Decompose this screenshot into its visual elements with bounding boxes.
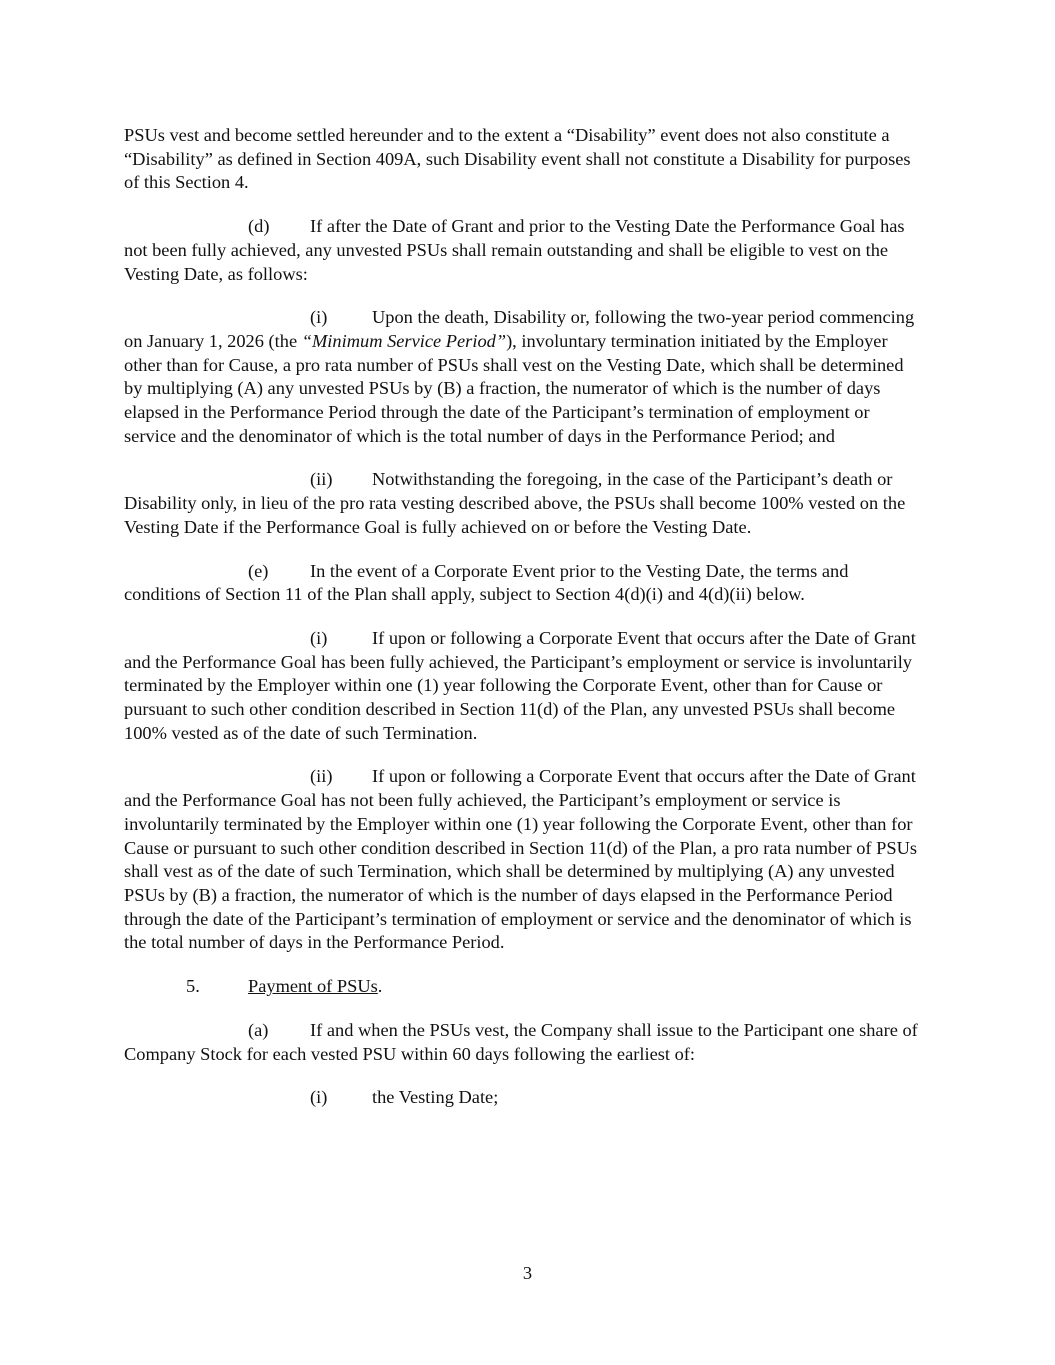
- paragraph-5a-i: [124, 1086, 924, 1110]
- paragraph-d-ii: [124, 468, 924, 539]
- paragraph-e-ii-text: If upon or following a Corporate Event that occurs after the Date of Grant and the Performance Goal has not been fully achieved, the Participant’s employment or service is involuntarily terminated by the Employer within one (1) year following the Corporate Event, other than for Cause or pursuant to such other condition described in Section 11(d) of the Plan, a pro rata number of PSUs shall vest as of the date of such Termination, which shall be determined by multiplying (A) any unvested PSUs by (B) a fraction, the numerator of which is the number of days elapsed in the Performance Period through the date of the Participant’s termination of employment or service and the denominator of which is the total number of days in the Performance Period.: [124, 766, 918, 953]
- paragraph-5a-text: If and when the PSUs vest, the Company shall issue to the Participant one share of Company Stock for each vested PSU within 60 days following the earliest of:: [124, 1019, 918, 1064]
- section-5-number: 5.: [186, 976, 200, 997]
- paragraph-d: [124, 215, 924, 286]
- paragraph-e-i: [124, 627, 924, 746]
- section-5-title-suffix: .: [377, 976, 383, 997]
- paragraph-5a-i-text: the Vesting Date;: [372, 1087, 499, 1108]
- paragraph-e-ii: [124, 765, 924, 955]
- paragraph-e-text: In the event of a Corporate Event prior to the Vesting Date, the terms and conditions of Section 11 of the Plan shall apply, subject to Section 4(d)(i) and 4(d)(ii) below.: [124, 560, 849, 605]
- paragraph-d-text: If after the Date of Grant and prior to the Vesting Date the Performance Goal has not been fully achieved, any unvested PSUs shall remain outstanding and shall be eligible to vest on the Vesting Date, as follows:: [124, 216, 905, 284]
- paragraph-d-i-text-before: Upon the death, Disability or, following the two-year period commencing on January 1, 2026 (the: [124, 307, 915, 351]
- paragraph-d-i: [124, 306, 924, 448]
- paragraph-5a-i-marker: (i): [310, 1087, 328, 1108]
- paragraph-d-marker: (d): [248, 216, 270, 237]
- minimum-service-period-term: “Minimum Service Period”: [301, 330, 507, 351]
- paragraph-d-i-text-after: ), involuntary termination initiated by the Employer other than for Cause, a pro rata number of PSUs shall vest on the Vesting Date, which shall be determined by multiplying (A) any unvested PSUs by (B) a fraction, the numerator of which is the number of days elapsed in the Performance Period through the date of the Participant’s termination of employment or service and the denominator of which is the total number of days in the Performance Period; and: [124, 330, 904, 446]
- paragraph-e: [124, 560, 924, 607]
- paragraph-e-ii-marker: (ii): [310, 766, 333, 787]
- paragraph-d-ii-text: Notwithstanding the foregoing, in the case of the Participant’s death or Disability only, in lieu of the pro rata vesting described above, the PSUs shall become 100% vested on the Vesting Date if the Performance Goal is fully achieved on or before the Vesting Date.: [124, 469, 906, 537]
- section-5-heading: [186, 975, 924, 999]
- continuation-paragraph: PSUs vest and become settled hereunder and to the extent a “Disability” event does not also constitute a “Disability” as defined in Section 409A, such Disability event shall not constitute a Disability for purposes of this Section 4.: [124, 125, 911, 193]
- paragraph-5a-marker: (a): [248, 1019, 269, 1040]
- paragraph-d-ii-marker: (ii): [310, 469, 333, 490]
- section-5-title: Payment of PSUs: [248, 976, 378, 997]
- page-number: 3: [522, 1263, 533, 1283]
- paragraph-e-marker: (e): [248, 560, 269, 581]
- paragraph-e-i-marker: (i): [310, 627, 328, 648]
- paragraph-d-i-marker: (i): [310, 307, 328, 328]
- paragraph-e-i-text: If upon or following a Corporate Event that occurs after the Date of Grant and the Performance Goal has been fully achieved, the Participant’s employment or service is involuntarily terminated by the Employer within one (1) year following the Corporate Event, other than for Cause or pursuant to such other condition described in Section 11(d) of the Plan, any unvested PSUs shall become 100% vested as of the date of such Termination.: [124, 627, 916, 743]
- paragraph-5a: [124, 1019, 924, 1066]
- document-page: [124, 124, 924, 1130]
